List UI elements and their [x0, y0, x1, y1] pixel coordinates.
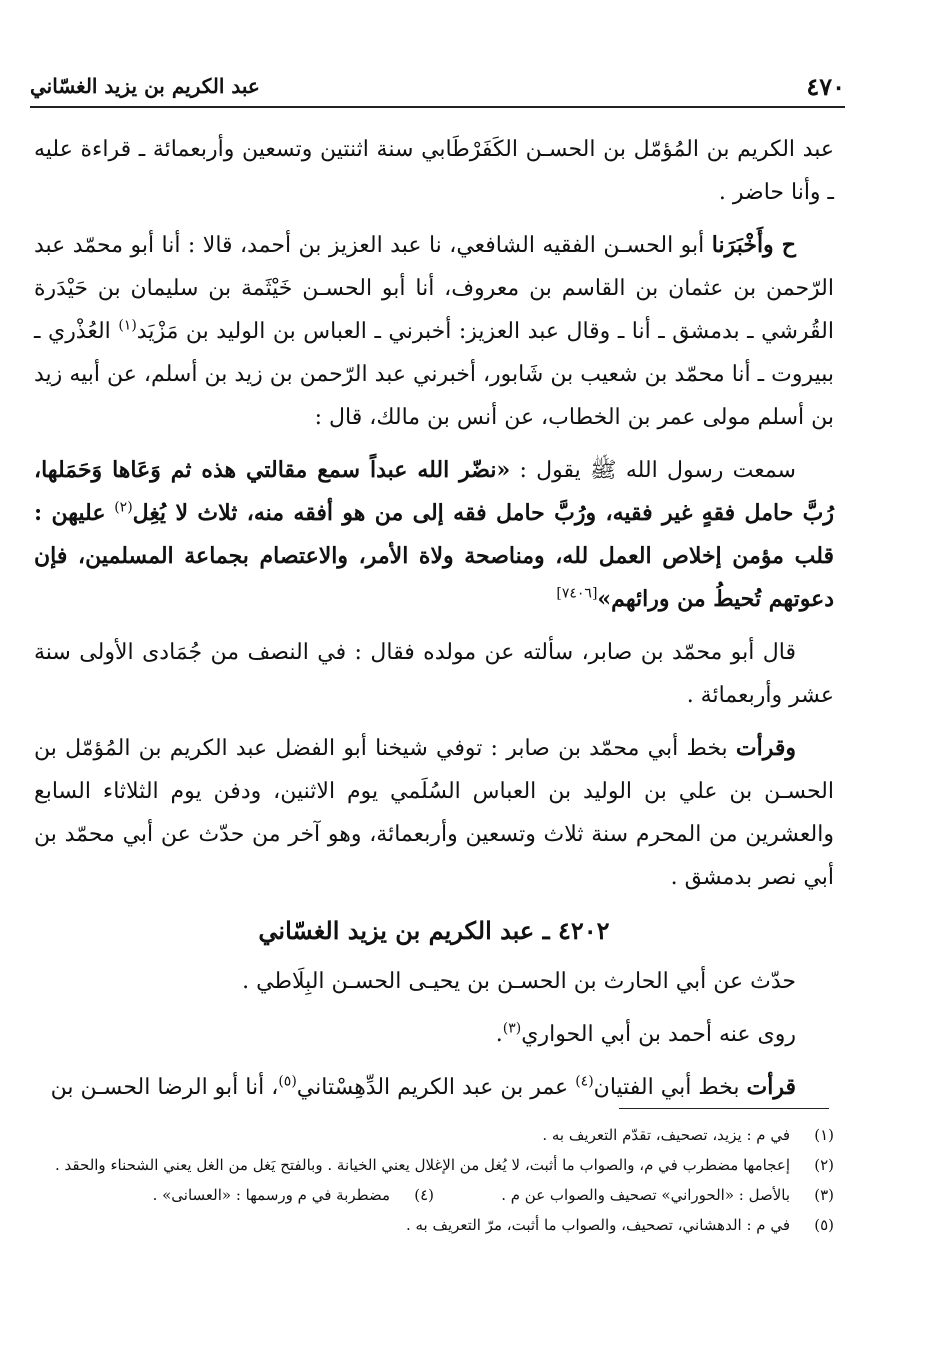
- running-title: عبد الكريم بن يزيد الغسّاني: [30, 74, 260, 98]
- footnote-marker-2: (٢): [114, 499, 133, 516]
- paragraph-1: عبد الكريم بن المُؤمّل بن الحسـن الكَفَرْطَابي سنة اثنتين وتسعين وأربعمائة ـ قراءة عليه ـ وأنا حاضر .: [34, 137, 834, 205]
- hadith-text-a: «نضّر الله عبداً سمع مقالتي هذه ثم وَعَاها وَحَمَلها، رُبَّ حامل فقهٍ غير فقيه، ورُبَّ حامل فقه إلى من هو أفقه منه، ثلاث لا يُغِل: [34, 457, 835, 526]
- footnotes: [34, 1120, 834, 1240]
- footnote-marker-3: (٣): [502, 1020, 522, 1037]
- footnote-2-text: إعجامها مضطرب في م، والصواب ما أثبت، لا يُغل من الإغلال يعني الخيانة . وبالفتح يَغل من الغل يعني الشحناء والحقد .: [55, 1156, 790, 1174]
- page-number: ٤٧٠: [806, 71, 845, 101]
- footnote-1: [34, 1120, 834, 1150]
- entry-line-3: [34, 1066, 834, 1109]
- entry-heading: ٤٢٠٢ ـ عبد الكريم بن يزيد الغسّاني: [258, 916, 610, 945]
- entry-line-2-end: .: [495, 1022, 503, 1047]
- entry-line-1: حدّث عن أبي الحارث بن الحسـن بن يحيـى الحسـن البِلَاطي .: [242, 969, 796, 994]
- entry-line-3-text-c: ، أنا أبو الرضا الحسـن بن: [50, 1075, 279, 1100]
- footnote-4-number: (٤): [414, 1186, 434, 1204]
- main-text: [34, 128, 834, 1119]
- footnotes-3-4: [34, 1180, 834, 1210]
- hadith-text-b: عليهن : قلب مؤمن إخلاص العمل لله، ومناصحة ولاة الأمر، والاعتصام بجماعة المسلمين، فإن دعوتهم تُحيطُ من ورائهم»: [34, 500, 834, 612]
- entry-line-2: [34, 1013, 834, 1056]
- footnote-3-number: (٣): [814, 1186, 834, 1204]
- paragraph-5-lead: وقرأت: [735, 735, 796, 761]
- paragraph-3: [34, 449, 834, 621]
- page-header: [30, 66, 845, 108]
- footnote-1-text: في م : يزيد، تصحيف، تقدّم التعريف به .: [542, 1126, 790, 1144]
- entry-line-2-text: روى عنه أحمد بن أبي الحواري: [521, 1022, 796, 1047]
- footnote-marker-1: (١): [118, 317, 137, 334]
- paragraph-5: [34, 727, 834, 899]
- footnote-5: [34, 1210, 834, 1240]
- footnote-5-number: (٥): [814, 1216, 834, 1234]
- paragraph-2-text-a: أبو الحسـن الفقيه الشافعي، نا عبد العزيز بن أحمد، قالا : أنا أبو محمّد عبد الرّحمن بن عثمان بن القاسم بن معروف، أنا أبو الحسـن خَيْثَمة بن سليمان بن حَيْدَرة القُرشي ـ بدمشق ـ أنا ـ وقال عبد العزيز: أخبرني ـ العباس بن الوليد بن مَزْيَد: [34, 233, 834, 344]
- footnote-1-number: (١): [814, 1126, 834, 1144]
- footnote-3-text: بالأصل : «الحوراني» تصحيف والصواب عن م .: [501, 1186, 790, 1204]
- paragraph-2-text-b: العُذْري ـ ببيروت ـ أنا محمّد بن شعيب بن شَابور، أخبرني عبد الرّحمن بن زيد بن أسلم، عن أبيه زيد بن أسلم مولى عمر بن الخطاب، عن أنس بن مالك، قال :: [34, 319, 834, 430]
- hadith-reference-number: [٧٤٠٦]: [556, 585, 598, 602]
- footnote-separator: [619, 1108, 829, 1109]
- footnote-4-text: مضطربة في م ورسمها : «العسانى» .: [152, 1186, 390, 1204]
- paragraph-3-intro: سمعت رسول الله ﷺ يقول :: [519, 458, 796, 483]
- footnote-marker-4: (٤): [575, 1073, 594, 1090]
- footnote-marker-5: (٥): [278, 1073, 297, 1090]
- entry-line-3-text-a: بخط أبي الفتيان: [593, 1075, 740, 1100]
- paragraph-4: قال أبو محمّد بن صابر، سألته عن مولده فقال : في النصف من جُمَادى الأولى سنة عشر وأربعمائة .: [34, 640, 834, 708]
- footnote-2-number: (٢): [814, 1156, 834, 1174]
- footnote-4: [34, 1180, 434, 1210]
- entry-line-3-lead: قرأت: [746, 1074, 796, 1100]
- footnote-2: [34, 1150, 834, 1180]
- entry-line-3-text-b: عمر بن عبد الكريم الدِّهِسْتاني: [296, 1075, 569, 1100]
- paragraph-2: [34, 224, 834, 439]
- paragraph-5-text: بخط أبي محمّد بن صابر : توفي شيخنا أبو الفضل عبد الكريم بن المُؤمّل بن الحسـن بن علي بن الوليد بن العباس السُلَمي يوم الاثنين، ودفن يوم الثلاثاء السابع والعشرين من المحرم سنة ثلاث وتسعين وأربعمائة، وهو آخر من حدّث عن أبي محمّد بن أبي نصر بدمشق .: [34, 736, 834, 890]
- footnote-3: [434, 1180, 834, 1210]
- paragraph-2-lead: ح وأَخْبَرَنا: [711, 232, 796, 258]
- footnote-5-text: في م : الدهشاني، تصحيف، والصواب ما أثبت، مرّ التعريف به .: [405, 1216, 790, 1234]
